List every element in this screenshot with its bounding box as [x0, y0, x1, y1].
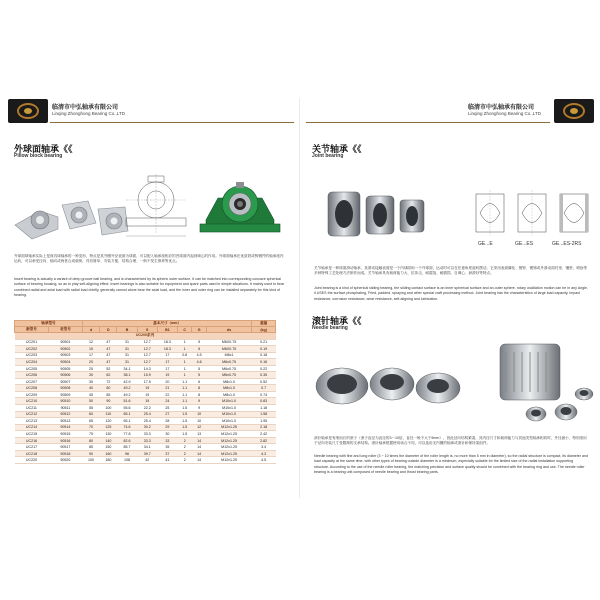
table-cell: 25.4 [137, 411, 157, 418]
table-cell: UC210 [15, 398, 49, 405]
table-cell: M6X0.75 [206, 346, 252, 353]
table-cell: 85 [82, 444, 99, 451]
table-cell: 90510 [48, 398, 82, 405]
table-cell: 55 [82, 405, 99, 412]
table-cell: M8x1.0 [206, 391, 252, 398]
company-logo-icon [8, 99, 48, 123]
table-cell: 2.82 [252, 437, 276, 444]
ge-es-2rs-drawing [560, 194, 588, 232]
table-cell: 22 [157, 391, 177, 398]
table-cell: 33 [157, 437, 177, 444]
table-cell: 90508 [48, 385, 82, 392]
table-cell: 90502 [48, 346, 82, 353]
table-cell: 0.7 [252, 385, 276, 392]
joint-bearing-drawings [472, 188, 594, 238]
green-pillow-block [196, 168, 284, 238]
section-title-cn: 外球面轴承《《 [14, 144, 73, 154]
table-cell: 31 [117, 359, 137, 366]
joint-bearing-medium [366, 196, 394, 234]
table-cell: 47 [100, 352, 117, 359]
table-cell: 25 [157, 405, 177, 412]
table-cell: 19 [137, 391, 157, 398]
table-cell: 42 [137, 457, 157, 464]
table-cell: M6x1 [206, 352, 252, 359]
table-cell: 21 [157, 385, 177, 392]
needle-bearing-1 [316, 368, 368, 404]
table-cell: 31 [117, 346, 137, 353]
table-cell: 50 [82, 398, 99, 405]
table-cell: 0.22 [252, 365, 276, 372]
table-cell: 72 [100, 378, 117, 385]
table-cell: 17 [157, 359, 177, 366]
table-cell: 100 [100, 405, 117, 412]
table-cell: 2.18 [252, 424, 276, 431]
table-cell: 0.21 [252, 339, 276, 346]
table-cell: 24 [157, 398, 177, 405]
table-cell: 12.7 [137, 359, 157, 366]
table-cell: 30.2 [137, 424, 157, 431]
table-cell: 5 [192, 365, 206, 372]
company-logo-icon [554, 99, 594, 123]
table-cell: UC220 [15, 457, 49, 464]
column-header: G [192, 327, 206, 333]
table-cell: M12x1.25 [206, 450, 252, 457]
table-cell: UC213 [15, 418, 49, 425]
pillow-block-photos [10, 193, 130, 243]
table-cell: 82.6 [117, 437, 137, 444]
table-cell: 34.1 [117, 365, 137, 372]
table-cell: 34.1 [137, 444, 157, 451]
table-cell: 65.1 [117, 418, 137, 425]
table-cell: M10x1.0 [206, 398, 252, 405]
table-cell: 125 [100, 424, 117, 431]
table-cell: 19 [157, 372, 177, 379]
table-cell: 22.2 [137, 405, 157, 412]
table-cell: 47 [100, 359, 117, 366]
needle-title-cn: 滚针轴承《《 [312, 316, 362, 326]
table-cell: 14 [192, 457, 206, 464]
table-cell: M12x1.25 [206, 437, 252, 444]
pillow-block-drawing [120, 170, 192, 242]
column-header: D [100, 327, 117, 333]
flange-unit-2 [62, 201, 96, 229]
table-cell: 1.18 [252, 405, 276, 412]
needle-desc-en: Needle bearing with fine and long roller (3 ~ 10 times the diameter of the roller length is, no more than 5 mm in diameter), so the radial structure is compact, its diameter and load capacity at the same time, with other types of bearing outside diameter is a minimum, especially suitable for the limited size of the radial installation supporting structure. According to the use of the needle roller bearing, the matching precision and surface quality should be combined with the bearing ring and use. The needle roller bearing is a bearing unit composed of needle bearing and thrust bearing parts. [314, 454, 588, 474]
group-dims-header: 基本尺寸（mm） [82, 321, 251, 327]
table-cell: 35 [82, 378, 99, 385]
table-cell: 90512 [48, 411, 82, 418]
column-header: 老型号 [48, 327, 82, 333]
table-cell: 90504 [48, 359, 82, 366]
table-cell: M10x1.0 [206, 405, 252, 412]
needle-bearing-2 [370, 368, 414, 400]
table-cell: M10x1.0 [206, 411, 252, 418]
table-cell: 108 [117, 457, 137, 464]
table-cell: M6x0.75 [206, 372, 252, 379]
caption-ge-es-2rs: GE...ES-2RS [552, 241, 582, 247]
table-cell: 47 [100, 346, 117, 353]
left-page [0, 98, 300, 498]
table-cell: 41 [157, 457, 177, 464]
series-label: UC200系列 [15, 333, 276, 340]
table-cell: 10 [192, 418, 206, 425]
table-cell: 90513 [48, 418, 82, 425]
table-cell: 25 [82, 365, 99, 372]
table-cell: UC207 [15, 378, 49, 385]
table-cell: 13 [192, 431, 206, 438]
table-cell: UC217 [15, 444, 49, 451]
table-cell: 5 [192, 339, 206, 346]
joint-bearing-small [400, 200, 424, 232]
table-cell: 12 [82, 339, 99, 346]
table-cell: 65.1 [117, 411, 137, 418]
table-cell: 18.3 [157, 339, 177, 346]
table-cell: 25.4 [137, 418, 157, 425]
table-cell: 42.9 [117, 378, 137, 385]
table-cell: 37 [157, 450, 177, 457]
needle-title-en: Needle bearing [312, 325, 348, 331]
table-cell: UC214 [15, 424, 49, 431]
table-cell: 51.6 [117, 398, 137, 405]
table-cell: 62 [100, 372, 117, 379]
table-cell: UC206 [15, 372, 49, 379]
joint-desc-en: Joint bearing is a kind of spherical sliding bearing, the sliding contact surface is an inner spherical surface and an outer sphere, rotary oscillation motion can be in any Angle, it USES the surface phosphating, Fried, padded, spraying and other special craft processing method. Joint bearing has the characteristics of large load capacity, impact resistance, corrosion resistance, wear resistance, self-aligning and lubrication. [314, 286, 588, 301]
table-cell: 49.2 [117, 385, 137, 392]
table-cell: 96 [117, 450, 137, 457]
table-cell: 33.3 [137, 437, 157, 444]
table-cell: 4.6 [192, 359, 206, 366]
table-cell: 80 [82, 437, 99, 444]
table-cell: 100 [82, 457, 99, 464]
table-cell: M6X0.75 [206, 339, 252, 346]
table-cell: 49.2 [117, 391, 137, 398]
table-cell: 2.42 [252, 431, 276, 438]
joint-bearing-large [328, 192, 360, 236]
table-cell: M6x0.75 [206, 359, 252, 366]
table-cell: 8 [192, 385, 206, 392]
left-header [0, 98, 300, 124]
table-cell: 0.83 [252, 398, 276, 405]
table-cell: 0.16 [252, 359, 276, 366]
table-cell: UC211 [15, 405, 49, 412]
table-cell: 1.58 [252, 411, 276, 418]
table-cell: UC205 [15, 365, 49, 372]
table-cell: 40 [82, 385, 99, 392]
column-header: B [117, 327, 137, 333]
table-cell: 38.1 [117, 372, 137, 379]
table-cell: 10 [192, 411, 206, 418]
ge-e-drawing [476, 190, 504, 236]
table-cell: M8x1.0 [206, 378, 252, 385]
table-cell: 85 [100, 391, 117, 398]
table-cell: 60 [82, 411, 99, 418]
table-cell: 1 [177, 346, 191, 353]
table-cell: 9 [192, 405, 206, 412]
table-cell: 70 [82, 424, 99, 431]
table-cell: 2 [177, 437, 191, 444]
table-cell: 30 [157, 431, 177, 438]
needle-bearing-photos [310, 334, 594, 428]
table-cell: 0.8 [177, 352, 191, 359]
table-cell: 5 [192, 372, 206, 379]
joint-bearing-photo [320, 186, 440, 244]
table-cell: M12x1.25 [206, 431, 252, 438]
table-cell: 20 [82, 359, 99, 366]
table-cell: 4.3 [252, 450, 276, 457]
header-rule [50, 122, 294, 123]
column-header: 新型号 [15, 327, 49, 333]
table-cell: M8x1.0 [206, 385, 252, 392]
right-page [300, 98, 600, 498]
table-cell: 14 [192, 450, 206, 457]
table-cell: 120 [100, 418, 117, 425]
table-cell: 1 [177, 365, 191, 372]
table-cell: 55.6 [117, 405, 137, 412]
needle-bearing-small-2 [555, 404, 577, 420]
table-cell: 1 [177, 372, 191, 379]
table-cell: 35 [157, 444, 177, 451]
table-cell: 0.19 [252, 346, 276, 353]
table-cell: 31 [117, 352, 137, 359]
table-cell: UC204 [15, 359, 49, 366]
table-cell: 39.7 [137, 450, 157, 457]
table-cell: 90505 [48, 365, 82, 372]
table-cell: UC201 [15, 339, 49, 346]
table-cell: UC212 [15, 411, 49, 418]
table-cell: 4.5 [192, 352, 206, 359]
table-cell: 17.5 [137, 378, 157, 385]
table-cell: 90517 [48, 444, 82, 451]
table-cell: 12.7 [137, 346, 157, 353]
pillow-block-desc-en: Insert bearing is actually a variant of deep groove ball bearing, and is characterized by its spheric outer surface. It can be matched into corresponding concave spherical surface of bearing housing, so as to play self-aligning effect. Insert bearings is also suitable for equipment and spare parts used in simple situations. It mainly used to bear combined radial and axial load with radial load chiefly, generally cannot alone bear the axial load, and the inner and outer ring can be installed separately for this kind of bearing. [14, 277, 285, 297]
table-cell: 1.5 [177, 418, 191, 425]
table-cell: 77.8 [117, 431, 137, 438]
table-cell: 1 [177, 339, 191, 346]
table-cell: 90520 [48, 457, 82, 464]
table-cell: 1.5 [177, 424, 191, 431]
table-cell: 12 [192, 424, 206, 431]
company-name-cn: 临清市中弘轴承有限公司 [52, 105, 119, 111]
table-cell: 2 [177, 450, 191, 457]
section-title-en: Pillow block bearing [14, 153, 63, 159]
pillow-block-unit-1 [15, 211, 58, 239]
table-cell: 52 [100, 365, 117, 372]
needle-bearing-small-1 [526, 407, 546, 421]
needle-desc-cn: 滚针轴承是有细而长的滚子（滚子直径为直径的3～10倍，直径一般不大于5mm），因此径向结构紧凑，其内径尺寸和载荷能力与其他类型轴承相同时，外径最小，特别适用于径向安装尺寸受限制的支承结构。滚针轴承根据使用场合不同，可以选用无内圈的轴承或滚针和保持架组件。 [314, 436, 587, 446]
table-cell: 1.5 [177, 411, 191, 418]
table-cell: UC216 [15, 437, 49, 444]
table-cell: 0.74 [252, 391, 276, 398]
header-rule [306, 122, 550, 123]
column-header: S [137, 327, 157, 333]
table-cell: 29 [157, 424, 177, 431]
column-header: ds [206, 327, 252, 333]
table-cell: 90 [100, 398, 117, 405]
table-cell: 31 [117, 339, 137, 346]
table-cell: 17 [157, 352, 177, 359]
table-cell: 1.1 [177, 391, 191, 398]
table-cell: 18.3 [157, 346, 177, 353]
table-cell: 19 [137, 398, 157, 405]
table-cell: 90516 [48, 437, 82, 444]
group-weight-header: 重量 [252, 321, 276, 327]
table-cell: UC218 [15, 450, 49, 457]
table-cell: 90501 [48, 339, 82, 346]
pillow-block-desc-cn: 外球面球轴承实际上是深沟球轴承的一种变形，特点是其外圈外径表面为球面，可以配入轴承座相应的凹球面内起到调心的作用。外球面轴承在优质铁或铸钢件的轴承座内运转，可以承受径向、轴向或两者合成载荷，具有简单、安装方便，结构合理、一般不发生保养等优点。 [14, 254, 284, 264]
table-cell: 110 [100, 411, 117, 418]
table-cell: 12.7 [137, 339, 157, 346]
table-cell: 12.7 [137, 352, 157, 359]
table-cell: 5 [192, 346, 206, 353]
table-cell: UC209 [15, 391, 49, 398]
table-cell: 90506 [48, 372, 82, 379]
table-row [15, 457, 276, 464]
company-name-en: Linqing Zhonghong Bearing Co.,LTD [468, 111, 541, 116]
table-cell: 20 [157, 378, 177, 385]
table-cell: 14.3 [137, 365, 157, 372]
table-cell: 1.1 [177, 398, 191, 405]
table-cell: 75 [82, 431, 99, 438]
table-cell: 65 [82, 418, 99, 425]
table-cell: M12x1.25 [206, 457, 252, 464]
table-cell: M12x1.25 [206, 424, 252, 431]
table-cell: 6 [192, 378, 206, 385]
table-cell: 27 [157, 411, 177, 418]
table-cell: 1.5 [177, 431, 191, 438]
table-cell: 17 [157, 365, 177, 372]
table-cell: UC203 [15, 352, 49, 359]
company-name-cn: 临清市中弘轴承有限公司 [468, 105, 535, 111]
table-cell: 33.3 [137, 431, 157, 438]
caption-ge-es: GE...ES [515, 241, 534, 247]
table-cell: 90 [82, 450, 99, 457]
table-cell: 2 [177, 444, 191, 451]
table-cell: M10x1.0 [206, 418, 252, 425]
table-cell: 2 [177, 457, 191, 464]
table-cell: 47 [100, 339, 117, 346]
table-cell: 90511 [48, 405, 82, 412]
table-cell: 80 [100, 385, 117, 392]
table-cell: 90507 [48, 378, 82, 385]
spec-table-body [15, 333, 276, 464]
table-cell: 0.18 [252, 352, 276, 359]
table-cell: UC215 [15, 431, 49, 438]
right-header [300, 98, 600, 124]
table-cell: 160 [100, 450, 117, 457]
table-cell: UC202 [15, 346, 49, 353]
table-cell: 140 [100, 437, 117, 444]
table-cell: 90515 [48, 431, 82, 438]
group-model-header: 轴承型号 [15, 321, 83, 327]
table-cell: 180 [100, 457, 117, 464]
ge-es-drawing [518, 190, 546, 236]
table-cell: 85.7 [117, 444, 137, 451]
table-cell: M6x0.75 [206, 365, 252, 372]
table-cell: 90514 [48, 424, 82, 431]
table-cell: 14 [192, 437, 206, 444]
table-cell: 15 [82, 346, 99, 353]
table-cell: 90518 [48, 450, 82, 457]
column-header: (kg) [252, 327, 276, 333]
company-name-en: Linqing Zhonghong Bearing Co.,LTD [52, 111, 125, 116]
joint-desc-cn: 关节轴承是一种球面滑动轴承，其滑动接触表面是一个内球面和一个外球面，运动时可以在任意角度旋转摆动，它采用表面磷化、镀锌、镀铬或外滑动面衬里、镶垫、喷涂等多种特殊工艺处理方法制作而成。关节轴承具有载荷能力大、抗冲击、耐腐蚀、耐磨损、自调心、润滑好等特点。 [314, 266, 588, 276]
table-cell: 15.9 [137, 372, 157, 379]
column-header: d [82, 327, 99, 333]
table-cell: 90509 [48, 391, 82, 398]
table-cell: 14 [192, 444, 206, 451]
column-header: B1 [157, 327, 177, 333]
table-cell: 45 [82, 391, 99, 398]
table-cell: 90503 [48, 352, 82, 359]
table-cell: 28 [157, 418, 177, 425]
table-cell: 0.35 [252, 372, 276, 379]
table-cell: 1.1 [177, 385, 191, 392]
catalog-spread [0, 98, 600, 498]
table-cell: 74.6 [117, 424, 137, 431]
joint-title-en: Joint bearing [312, 153, 344, 159]
needle-bearing-large [500, 344, 560, 400]
table-cell: UC208 [15, 385, 49, 392]
table-cell: 9 [192, 398, 206, 405]
table-cell: 8 [192, 391, 206, 398]
table-cell: 17 [82, 352, 99, 359]
table-cell: M12x1.25 [206, 444, 252, 451]
column-header: C [177, 327, 191, 333]
spec-table [14, 320, 276, 464]
table-cell: 1.1 [177, 378, 191, 385]
table-cell: 0.52 [252, 378, 276, 385]
table-cell: 150 [100, 444, 117, 451]
table-cell: 1 [177, 359, 191, 366]
table-cell: 19 [137, 385, 157, 392]
needle-bearing-small-3 [575, 388, 593, 400]
table-cell: 30 [82, 372, 99, 379]
caption-ge-e: GE...E [478, 241, 493, 247]
table-cell: 130 [100, 431, 117, 438]
table-cell: 1.5 [177, 405, 191, 412]
table-cell: 3.4 [252, 444, 276, 451]
table-cell: 4.5 [252, 457, 276, 464]
joint-title-cn: 关节轴承《《 [312, 144, 362, 154]
table-cell: 1.95 [252, 418, 276, 425]
needle-bearing-3 [416, 373, 460, 403]
